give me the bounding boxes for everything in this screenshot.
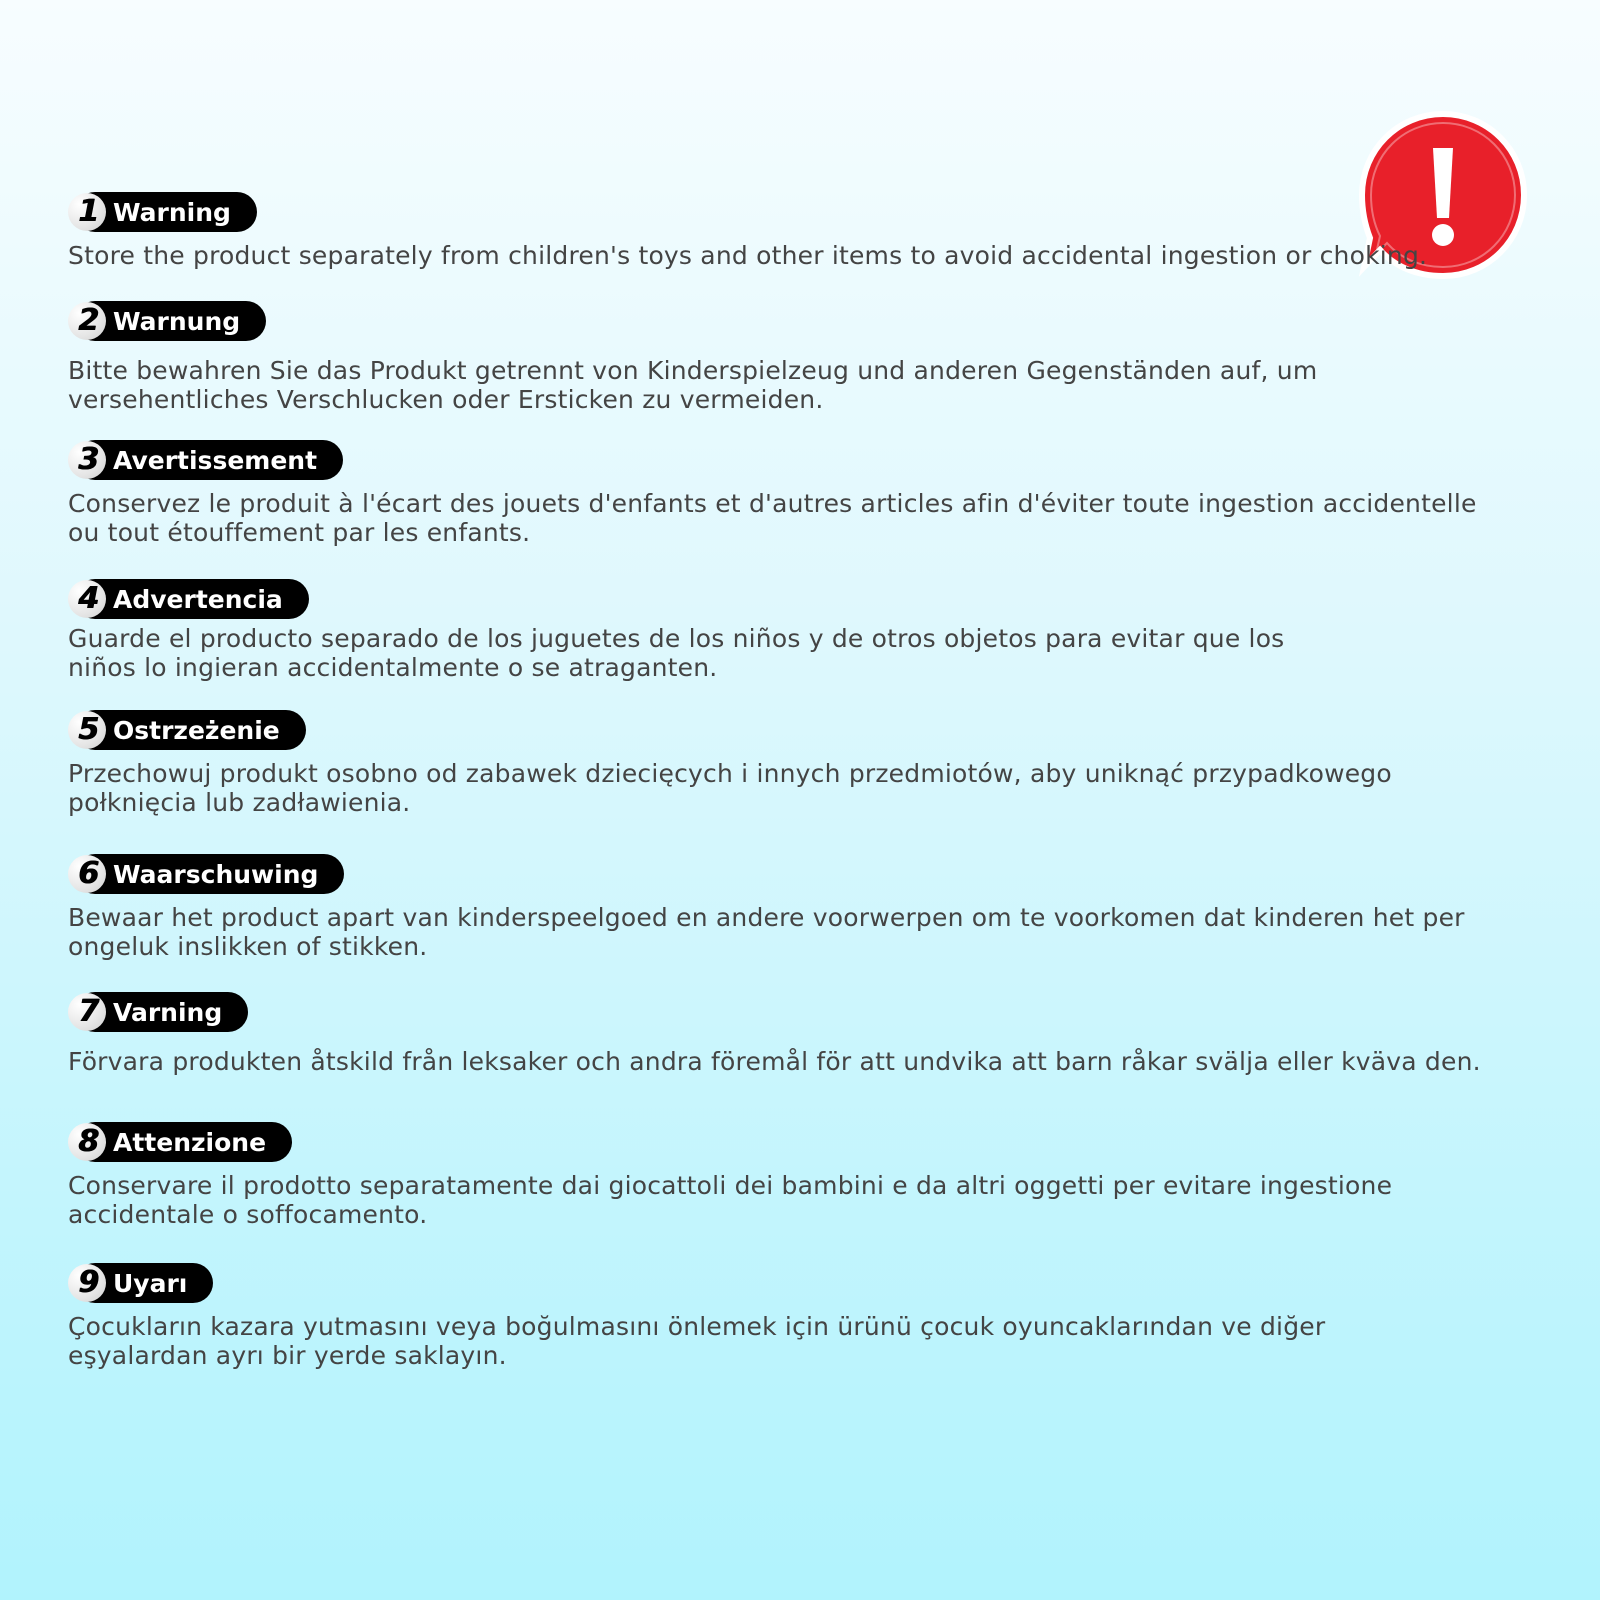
section-title: Uyarı <box>92 1263 213 1303</box>
section-title: Attenzione <box>92 1122 292 1162</box>
section-heading <box>68 991 1498 1033</box>
warning-section-7 <box>68 991 1498 1076</box>
warning-section-5 <box>68 709 1498 817</box>
number-badge: 4 <box>68 580 106 618</box>
section-title: Waarschuwing <box>92 854 344 894</box>
section-title: Ostrzeżenie <box>92 710 306 750</box>
section-heading <box>68 439 1498 481</box>
warning-section-9 <box>68 1262 1498 1370</box>
section-text: Przechowuj produkt osobno od zabawek dziecięcych i innych przedmiotów, aby uniknąć przypadkowego połknięcia lub zadławienia. <box>68 759 1392 817</box>
section-heading <box>68 191 1498 233</box>
section-heading <box>68 709 1498 751</box>
section-title: Varning <box>92 992 248 1032</box>
section-heading <box>68 1121 1498 1163</box>
section-text: Bitte bewahren Sie das Produkt getrennt von Kinderspielzeug und anderen Gegenständen auf, um versehentliches Verschlucken oder Ersticken zu vermeiden. <box>68 356 1318 414</box>
section-heading <box>68 853 1498 895</box>
warning-section-2 <box>68 300 1498 414</box>
warning-section-6 <box>68 853 1498 961</box>
section-heading <box>68 300 1498 342</box>
number-badge: 5 <box>68 711 106 749</box>
section-title: Advertencia <box>92 579 309 619</box>
number-badge: 7 <box>68 993 106 1031</box>
section-text: Conservez le produit à l'écart des jouets d'enfants et d'autres articles afin d'éviter toute ingestion accidentelle ou tout étouffement par les enfants. <box>68 489 1477 547</box>
section-text: Förvara produkten åtskild från leksaker och andra föremål för att undvika att barn råkar svälja eller kväva den. <box>68 1047 1481 1076</box>
section-text: Store the product separately from children's toys and other items to avoid accidental ingestion or choking. <box>68 241 1428 270</box>
section-title: Warning <box>92 192 257 232</box>
number-badge: 3 <box>68 441 106 479</box>
number-badge: 9 <box>68 1264 106 1302</box>
number-badge: 1 <box>68 193 106 231</box>
section-title: Warnung <box>92 301 266 341</box>
section-heading <box>68 1262 1498 1304</box>
warning-section-3 <box>68 439 1498 547</box>
warning-section-8 <box>68 1121 1498 1229</box>
section-title: Avertissement <box>92 440 343 480</box>
number-badge: 2 <box>68 302 106 340</box>
section-text: Çocukların kazara yutmasını veya boğulmasını önlemek için ürünü çocuk oyuncaklarından ve diğer eşyalardan ayrı bir yerde saklayın. <box>68 1312 1326 1370</box>
section-text: Bewaar het product apart van kinderspeelgoed en andere voorwerpen om te voorkomen dat kinderen het per ongeluk inslikken of stikken. <box>68 903 1465 961</box>
section-text: Conservare il prodotto separatamente dai giocattoli dei bambini e da altri oggetti per evitare ingestione accidentale o soffocamento. <box>68 1171 1393 1229</box>
number-badge: 8 <box>68 1123 106 1161</box>
warning-section-1 <box>68 191 1498 270</box>
warning-section-4 <box>68 578 1498 682</box>
section-text: Guarde el producto separado de los juguetes de los niños y de otros objetos para evitar que los niños lo ingieran accidentalmente o se atraganten. <box>68 624 1285 682</box>
number-badge: 6 <box>68 855 106 893</box>
section-heading <box>68 578 1498 620</box>
